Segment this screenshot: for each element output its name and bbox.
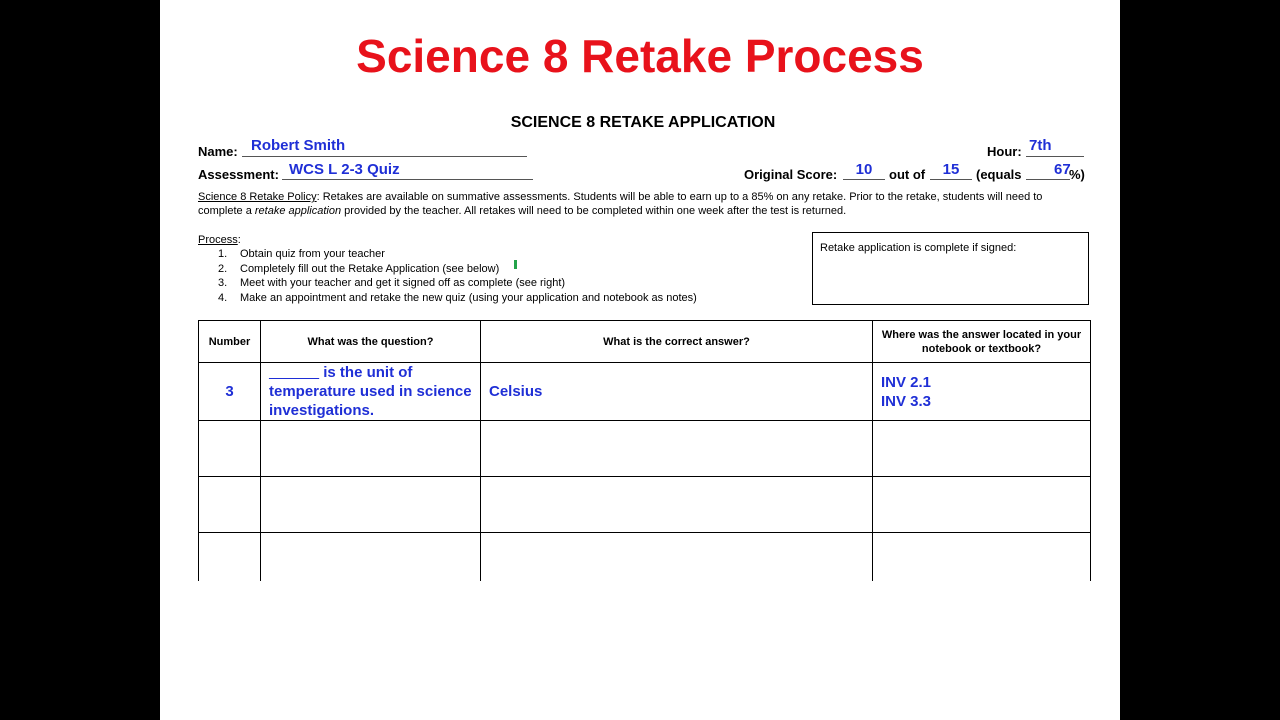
percent-value[interactable]: 67: [1054, 161, 1071, 178]
policy-italic: retake application: [254, 205, 342, 217]
table-header-row: [199, 321, 1091, 363]
table-row: [199, 477, 1091, 533]
assessment-underline: [282, 179, 533, 180]
step-number: 2.: [218, 262, 228, 275]
location-line-2: INV 3.3: [881, 392, 932, 410]
process-step: [218, 262, 697, 277]
policy-text-1: : Retakes are available on summative assessments. Students will be able to earn up to a 85% on any retake. Prior to the retake, students will need to complete a: [198, 191, 1043, 217]
cell-location[interactable]: [873, 477, 1091, 533]
header-answer: What is the correct answer?: [481, 321, 873, 363]
table-row: [199, 533, 1091, 582]
hour-value[interactable]: 7th: [1029, 137, 1052, 154]
cell-answer[interactable]: [481, 421, 873, 477]
assessment-value[interactable]: WCS L 2-3 Quiz: [289, 161, 400, 178]
cell-question[interactable]: [261, 421, 481, 477]
cell-number[interactable]: [199, 421, 261, 477]
percent-underline: [1026, 179, 1070, 180]
retake-table: [198, 320, 1091, 581]
process-step: [218, 247, 697, 262]
question-text: is the unit of temperature used in science investigations.: [269, 364, 472, 419]
process-step: [218, 276, 697, 291]
signature-box-label: Retake application is complete if signed:: [820, 242, 1017, 254]
slide: [160, 0, 1120, 720]
name-value[interactable]: Robert Smith: [251, 137, 346, 154]
policy-text-2: provided by the teacher. All retakes will need to be completed within one week after the test is returned.: [341, 205, 847, 217]
signature-box[interactable]: [812, 232, 1089, 305]
out-of-label: out of: [889, 167, 926, 182]
process-step: [218, 291, 697, 306]
cell-question[interactable]: [261, 363, 481, 421]
cell-location[interactable]: [873, 533, 1091, 582]
process-steps: [218, 247, 697, 305]
slide-title: Science 8 Retake Process: [356, 30, 924, 82]
cell-question[interactable]: [261, 533, 481, 582]
step-text: Meet with your teacher and get it signed off as complete (see right): [240, 277, 566, 289]
score-underline: [843, 179, 885, 180]
policy-heading: Science 8 Retake Policy: [198, 191, 317, 203]
out-of-value[interactable]: 15: [942, 161, 960, 178]
name-underline: [242, 156, 527, 157]
cell-answer[interactable]: Celsius: [481, 363, 873, 421]
step-number: 3.: [218, 277, 228, 289]
cell-answer[interactable]: [481, 477, 873, 533]
process-heading-text: Process: [198, 234, 238, 246]
table-row: [199, 421, 1091, 477]
cell-question[interactable]: [261, 477, 481, 533]
percent-suffix: %): [1069, 167, 1085, 182]
step-text: Obtain quiz from your teacher: [240, 248, 385, 260]
hour-underline: [1026, 156, 1084, 157]
process-heading: [198, 233, 241, 247]
step-text: Make an appointment and retake the new quiz (using your application and notebook as notes): [240, 291, 697, 304]
table-row: [199, 363, 1091, 421]
text-cursor: [514, 260, 517, 269]
process-colon: :: [237, 234, 241, 246]
location-line-1: INV 2.1: [881, 373, 932, 391]
cell-number[interactable]: 3: [199, 363, 261, 421]
header-number: Number: [199, 321, 261, 363]
score-value[interactable]: 10: [855, 161, 873, 178]
cell-number[interactable]: [199, 477, 261, 533]
assessment-label: Assessment:: [198, 167, 279, 182]
original-score-label: Original Score:: [744, 167, 838, 182]
retake-policy: [198, 190, 1078, 218]
out-of-underline: [930, 179, 972, 180]
form-title: SCIENCE 8 RETAKE APPLICATION: [510, 114, 776, 131]
question-blank: ______: [269, 364, 320, 381]
cell-location[interactable]: [873, 421, 1091, 477]
hour-label: Hour:: [987, 144, 1022, 159]
step-number: 1.: [218, 248, 228, 260]
header-question: What was the question?: [261, 321, 481, 363]
step-text: Completely fill out the Retake Application (see below): [240, 262, 500, 275]
cell-answer[interactable]: [481, 533, 873, 582]
equals-label: (equals: [976, 167, 1022, 182]
step-number: 4.: [218, 291, 228, 304]
cell-location[interactable]: [873, 363, 1091, 421]
cell-number[interactable]: [199, 533, 261, 582]
header-location: Where was the answer located in your notebook or textbook?: [873, 321, 1091, 363]
name-label: Name:: [198, 144, 238, 159]
